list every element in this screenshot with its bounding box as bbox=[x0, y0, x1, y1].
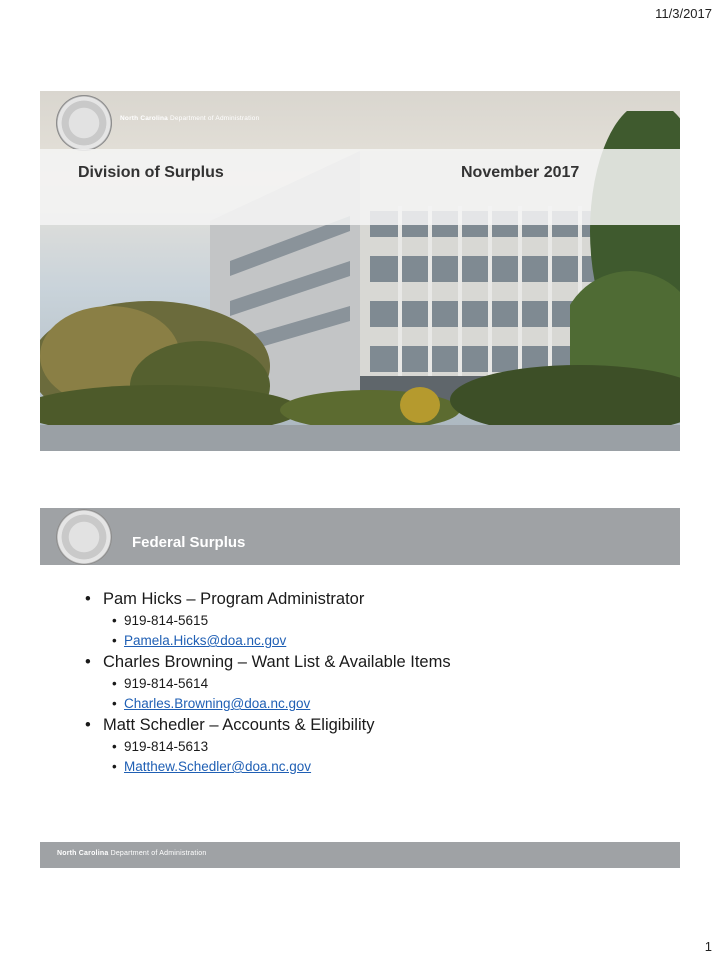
slide1-bottom-bar bbox=[40, 425, 680, 451]
federal-surplus-slide bbox=[40, 508, 680, 868]
org-name-bold: North Carolina bbox=[120, 115, 168, 122]
contact-name: • Matt Schedler – Accounts & Eligibility bbox=[85, 714, 645, 737]
contact-phone-text: 919-814-5615 bbox=[124, 613, 209, 628]
contact-email bbox=[85, 631, 645, 651]
nc-seal-icon bbox=[56, 509, 112, 565]
contact-email-link[interactable]: Matthew.Schedler@doa.nc.gov bbox=[124, 759, 312, 774]
contact-email-link[interactable]: Pamela.Hicks@doa.nc.gov bbox=[124, 633, 287, 648]
slide2-title: Federal Surplus bbox=[132, 534, 246, 551]
footer-org-bold: North Carolina bbox=[57, 850, 109, 857]
nc-seal-icon bbox=[56, 95, 112, 151]
contact-name: • Charles Browning – Want List & Available Items bbox=[85, 651, 645, 674]
slide1-date: November 2017 bbox=[461, 164, 580, 181]
contact-phone-text: 919-814-5613 bbox=[124, 739, 209, 754]
contact-phone bbox=[85, 611, 645, 631]
slide1-title: Division of Surplus bbox=[78, 164, 224, 181]
slide2-footer bbox=[40, 842, 680, 868]
contact-email bbox=[85, 694, 645, 714]
contact-email-link[interactable]: Charles.Browning@doa.nc.gov bbox=[124, 696, 311, 711]
title-band bbox=[40, 149, 680, 225]
contact-list bbox=[85, 588, 645, 777]
contact-email bbox=[85, 757, 645, 777]
org-name bbox=[120, 115, 259, 122]
footer-org-rest: Department of Administration bbox=[110, 850, 207, 857]
title-slide bbox=[40, 91, 680, 451]
page-number: 1 bbox=[704, 939, 712, 954]
shrubs bbox=[40, 365, 680, 425]
contact-name: • Pam Hicks – Program Administrator bbox=[85, 588, 645, 611]
contact-phone bbox=[85, 737, 645, 757]
page-date: 11/3/2017 bbox=[655, 6, 712, 21]
footer-org-name bbox=[57, 850, 206, 857]
contact-phone bbox=[85, 674, 645, 694]
contact-phone-text: 919-814-5614 bbox=[124, 676, 209, 691]
org-name-rest: Department of Administration bbox=[169, 115, 260, 122]
